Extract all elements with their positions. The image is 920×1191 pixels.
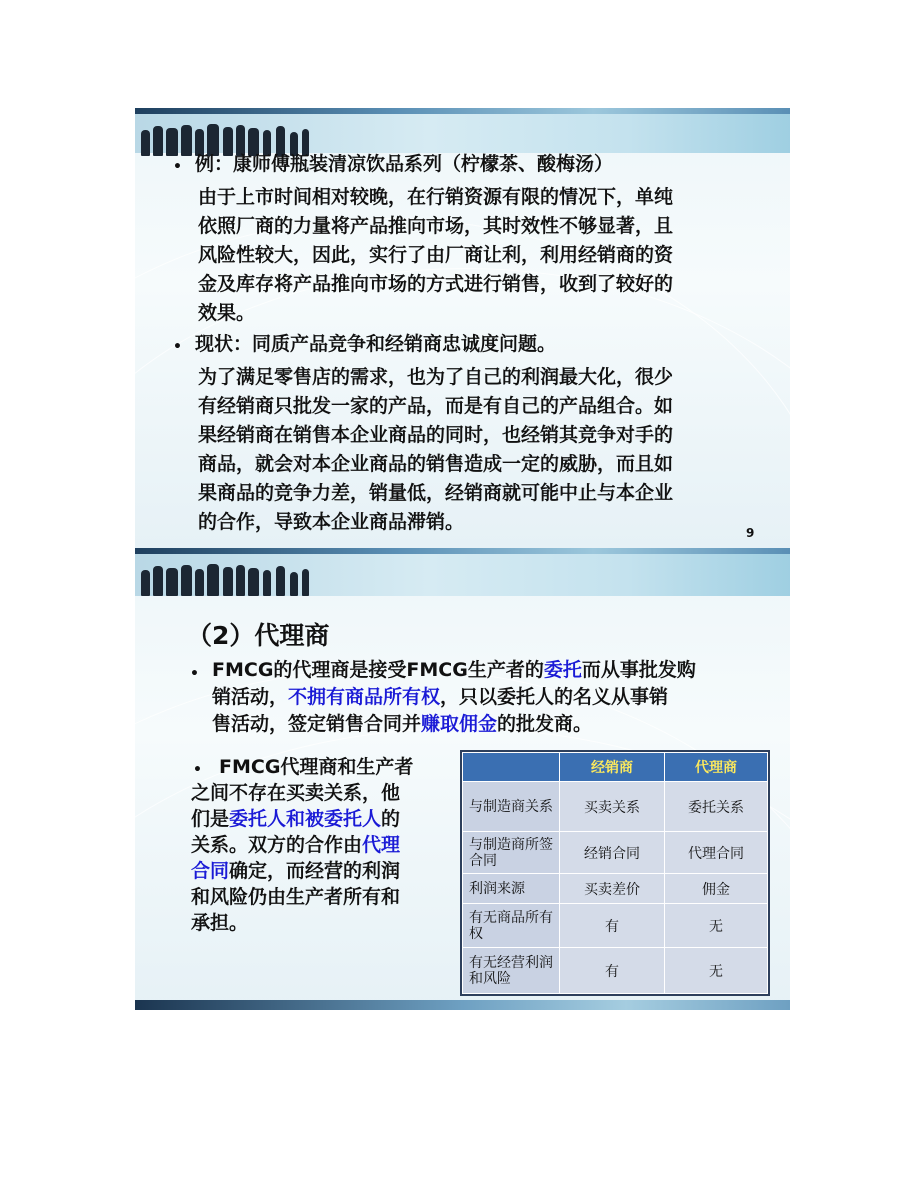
status-line: 果经销商在销售本企业商品的同时，也经销其竞争对手的	[198, 424, 674, 446]
example-line: 风险性较大，因此，实行了由厂商让利，利用经销商的资	[198, 244, 674, 266]
table-header-cell: 经销商	[560, 753, 665, 782]
row-header-cell: 有无商品所有权	[463, 904, 560, 948]
status-line: 的合作，导致本企业商品滞销。	[198, 511, 465, 533]
table-row	[463, 832, 768, 874]
example-line: 依照厂商的力量将产品推向市场，其时效性不够显著，且	[198, 215, 674, 237]
footer-bar	[135, 1000, 790, 1010]
table-cell: 委托关系	[665, 782, 768, 832]
status-heading: 现状：同质产品竞争和经销商忠诚度问题。	[195, 333, 557, 355]
table-cell: 代理合同	[665, 832, 768, 874]
bullet-dot: •	[173, 339, 182, 355]
status-line: 为了满足零售店的需求，也为了自己的利润最大化，很少	[198, 366, 674, 388]
comparison-table	[462, 752, 768, 994]
relation-line: 承担。	[191, 912, 249, 934]
table-cell: 佣金	[665, 874, 768, 904]
bullet-dot: •	[190, 666, 199, 682]
row-header-cell: 利润来源	[463, 874, 560, 904]
table-header-cell: 代理商	[665, 753, 768, 782]
table-cell: 买卖关系	[560, 782, 665, 832]
table-cell: 无	[665, 948, 768, 994]
status-line: 果商品的竞争力差，销量低，经销商就可能中止与本企业	[198, 482, 674, 504]
example-heading: 例：康师傅瓶装清凉饮品系列（柠檬茶、酸梅汤）	[195, 153, 614, 175]
table-header-row	[463, 753, 768, 782]
slide-1	[135, 108, 790, 548]
table-cell: 买卖差价	[560, 874, 665, 904]
page-number: 9	[746, 526, 755, 540]
table-cell: 有	[560, 948, 665, 994]
example-line: 金及库存将产品推向市场的方式进行销售，收到了较好的	[198, 273, 674, 295]
bullet-dot: •	[173, 159, 182, 175]
status-line: 商品，就会对本企业商品的销售造成一定的威胁，而且如	[198, 453, 674, 475]
table-cell: 经销合同	[560, 832, 665, 874]
agent-definition-line: 售活动，签定销售合同并赚取佣金的批发商。	[212, 713, 593, 735]
example-line: 效果。	[198, 302, 256, 324]
row-header-cell: 与制造商所签合同	[463, 832, 560, 874]
row-header-cell: 与制造商关系	[463, 782, 560, 832]
relation-line: 们是委托人和被委托人的	[191, 808, 401, 830]
relation-line: 关系。双方的合作由代理	[191, 834, 401, 856]
relation-line: 合同确定，而经营的利润	[191, 860, 401, 882]
table-row	[463, 782, 768, 832]
example-line: 由于上市时间相对较晚，在行销资源有限的情况下，单纯	[198, 186, 674, 208]
relation-line: 之间不存在买卖关系，他	[191, 782, 401, 804]
silhouette-people-icon	[135, 554, 315, 596]
agent-definition-line: FMCG的代理商是接受FMCG生产者的委托而从事批发购	[212, 659, 696, 681]
bullet-dot: •	[193, 762, 202, 778]
relation-line: FMCG代理商和生产者	[219, 756, 414, 778]
table-row	[463, 874, 768, 904]
slide-2	[135, 548, 790, 1010]
table-row	[463, 948, 768, 994]
agent-definition-line: 销活动，不拥有商品所有权，只以委托人的名义从事销	[212, 686, 669, 708]
page-title: （2）代理商	[187, 621, 330, 650]
table-cell: 无	[665, 904, 768, 948]
status-line: 有经销商只批发一家的产品，而是有自己的产品组合。如	[198, 395, 674, 417]
table-header-cell	[463, 753, 560, 782]
relation-line: 和风险仍由生产者所有和	[191, 886, 401, 908]
table-row	[463, 904, 768, 948]
table-cell: 有	[560, 904, 665, 948]
header-banner	[135, 548, 790, 596]
row-header-cell: 有无经营利润和风险	[463, 948, 560, 994]
header-banner	[135, 108, 790, 153]
